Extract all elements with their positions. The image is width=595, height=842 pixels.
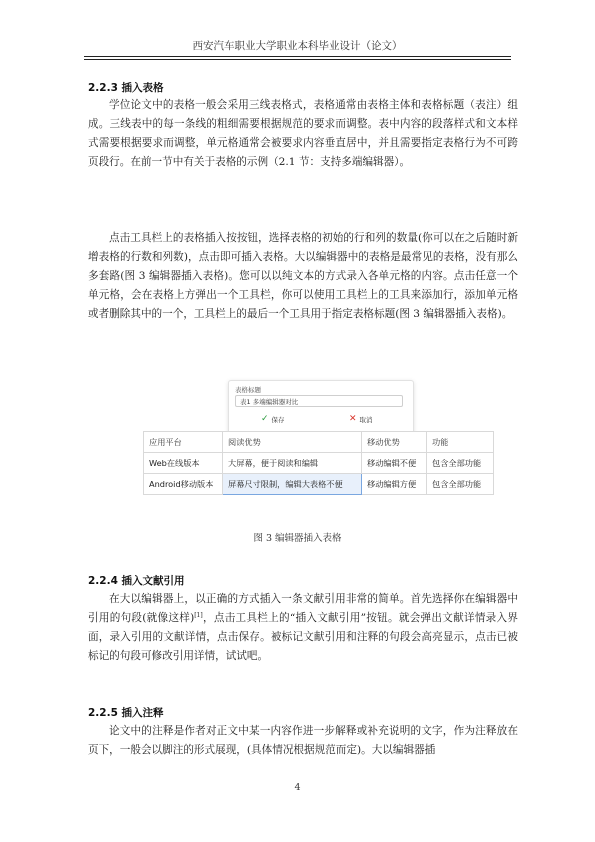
table-header-cell[interactable]: 功能 <box>427 432 494 453</box>
table-cell[interactable]: 包含全部功能 <box>427 474 494 495</box>
table-cell[interactable]: 移动编辑不便 <box>362 453 427 474</box>
table-row <box>144 474 494 495</box>
table-cell[interactable]: Web在线版本 <box>144 453 223 474</box>
cancel-button[interactable] <box>349 414 373 424</box>
table-header-cell[interactable]: 阅读优势 <box>223 432 362 453</box>
section-heading-2-2-3: 2.2.3 插入表格 <box>88 82 164 94</box>
paragraph-footnotes: 论文中的注释是作者对正文中某一内容作进一步解释或补充说明的文字，作为注释放在页下，一般会以脚注的形式展现，(具体情况根据规范而定)。大以编辑器插 <box>88 725 518 756</box>
table-cell[interactable]: 包含全部功能 <box>427 453 494 474</box>
page-header: 西安汽车职业大学职业本科毕业设计（论文） <box>192 40 403 52</box>
table-cell[interactable]: 移动编辑方便 <box>362 474 427 495</box>
citation-text-before: 在大以编辑器上，以正确的方式插入一条文献引用非常的简单。首先选择你在编辑器中引用的句段(就像这样) <box>88 593 518 624</box>
paragraph-tables-intro: 学位论文中的表格一般会采用三线表格式，表格通常由表格主体和表格标题（表注）组成。三线表中的每一条线的粗细需要根据规范的要求而调整。表中内容的段落样式和文本样式需要根据要求而调整，单元格通常会被要求内容垂直居中，并且需要指定表格行为不可跨页段行。在前一节中有关于表格的示例（2.1 节：支持多端编辑器）。 <box>88 99 518 168</box>
header-rule-thick <box>84 56 511 57</box>
table-header-row <box>144 432 494 453</box>
table-title-input[interactable]: 表1 多端编辑器对比 <box>235 395 403 407</box>
cancel-button-label: 取消 <box>359 415 373 424</box>
table-row <box>144 453 494 474</box>
section-heading-2-2-5: 2.2.5 插入注释 <box>88 707 164 719</box>
table-cell[interactable]: 大屏幕，便于阅读和编辑 <box>223 453 362 474</box>
table-title-label: 表格标题 <box>235 386 261 394</box>
paragraph-tables-insert: 点击工具栏上的表格插入按按钮，选择表格的初始的行和列的数量(你可以在之后随时新增表格的行数和列数)，点击即可插入表格。大以编辑器中的表格是最常见的表格，没有那么多套路(图 3 编辑器插入表格)。您可以以纯文本的方式录入各单元格的内容。点击任意一个单元格，会在表格上方弹出一个工具栏，你可以使用工具栏上的工具来添加行，添加单元格或者删除其中的一个，工具栏上的最后一个工具用于指定表格标题(图 3 编辑器插入表格)。 <box>88 232 518 320</box>
page-number: 4 <box>294 782 301 793</box>
save-button[interactable] <box>261 414 285 424</box>
section-heading-2-2-4: 2.2.4 插入文献引用 <box>88 575 185 587</box>
paragraph-citations <box>88 590 518 666</box>
table-cell[interactable]: Android移动版本 <box>144 474 223 495</box>
check-icon: ✓ <box>261 414 269 424</box>
table-header-cell[interactable]: 移动优势 <box>362 432 427 453</box>
citation-marker[interactable]: [1] <box>194 612 203 619</box>
header-rule-thin <box>84 59 511 60</box>
editor-comparison-table <box>143 431 494 495</box>
citation-text-after: ，点击工具栏上的“插入文献引用”按钮。就会弹出文献详情录入界面，录入引用的文献详情，点击保存。被标记文献引用和注释的句段会高亮显示，点击已被标记的句段可修改引用详情，试试吧。 <box>88 612 518 662</box>
table-cell-selected[interactable]: 屏幕尺寸限制，编辑大表格不便 <box>223 474 362 495</box>
table-header-cell[interactable]: 应用平台 <box>144 432 223 453</box>
save-button-label: 保存 <box>271 415 285 424</box>
figure-caption: 图 3 编辑器插入表格 <box>253 533 342 544</box>
close-icon: ✕ <box>349 414 357 424</box>
